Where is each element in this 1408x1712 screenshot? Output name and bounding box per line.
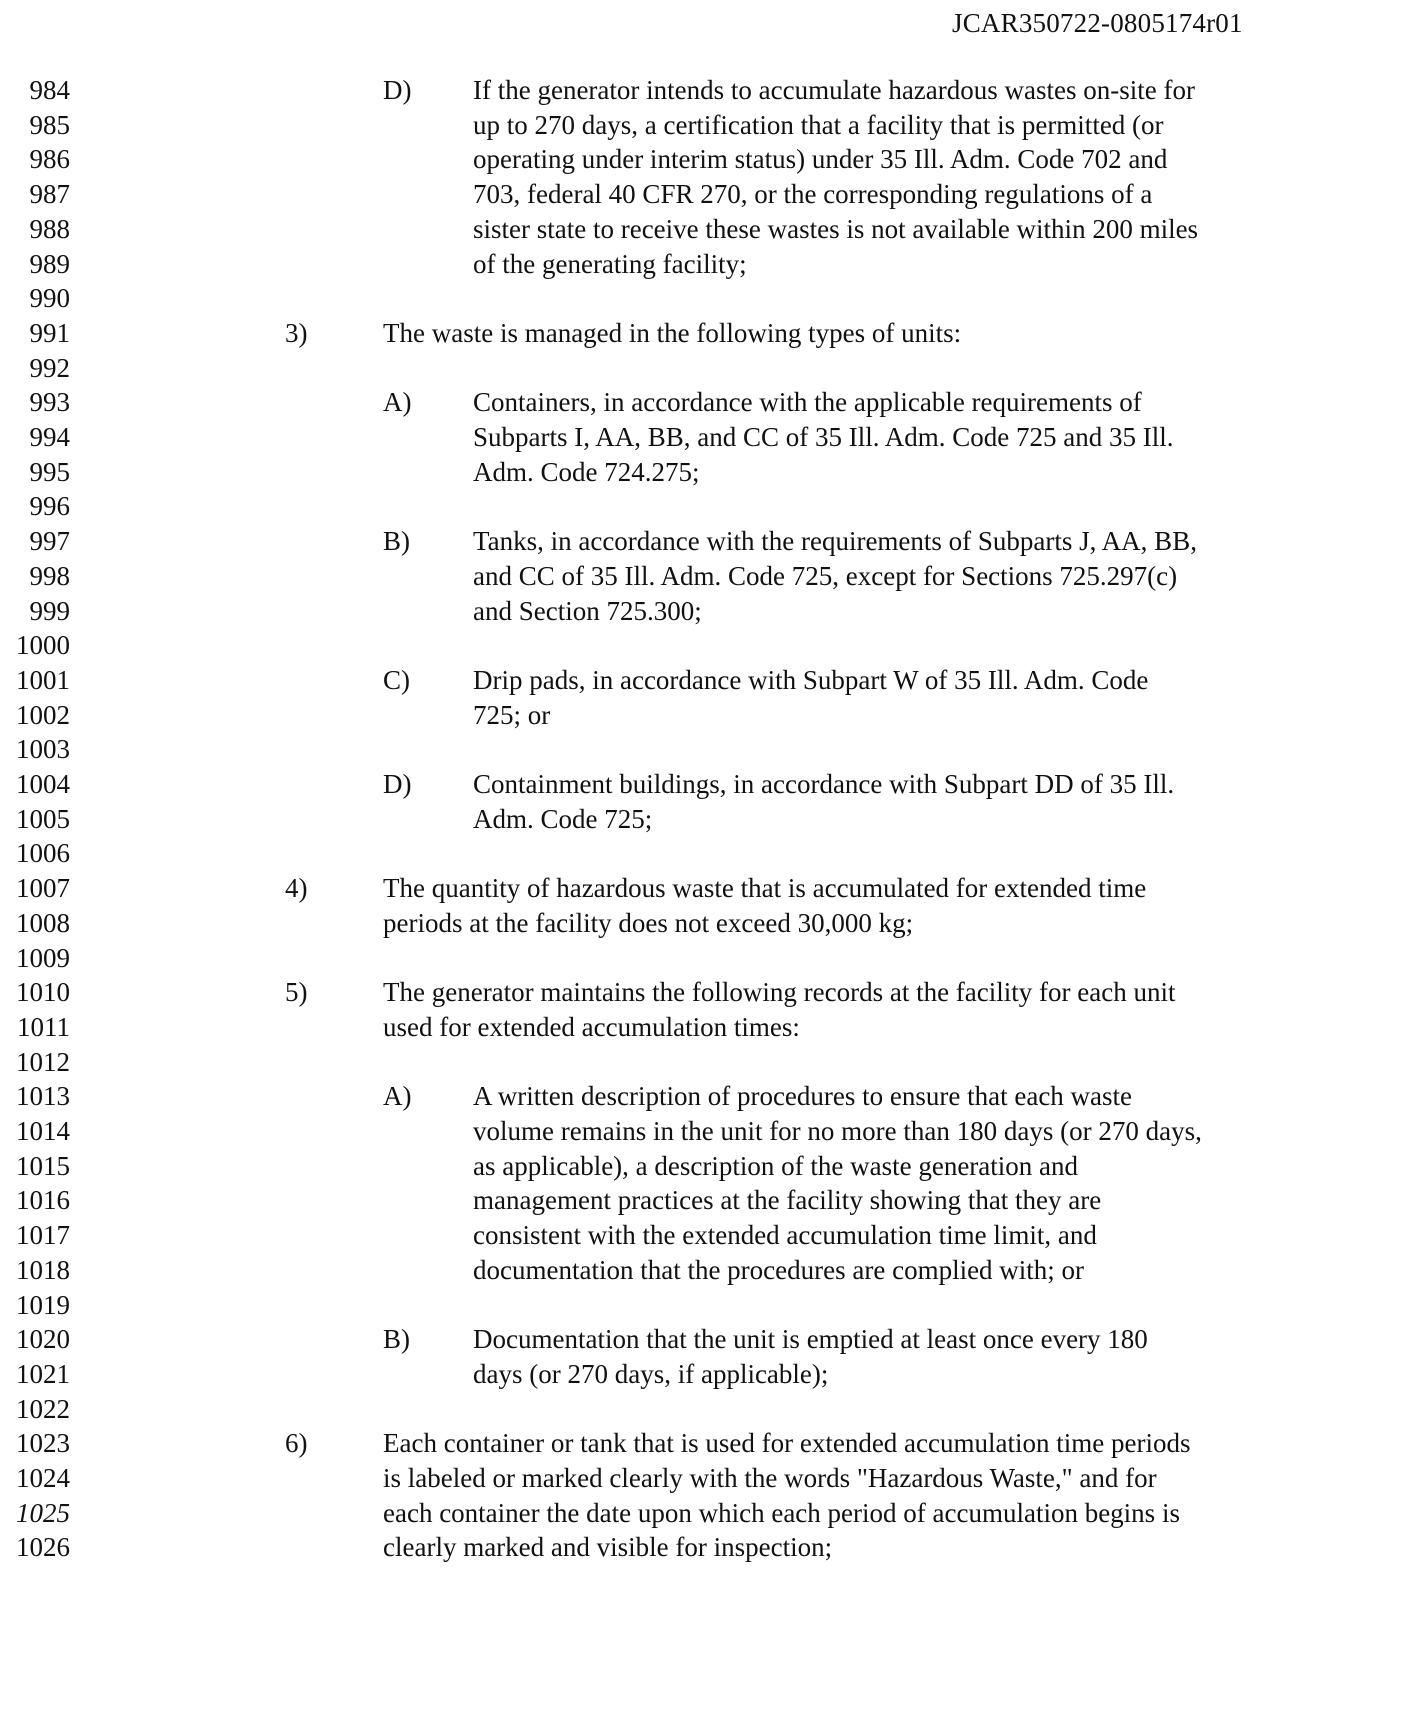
line-number: 1001 [16, 664, 70, 695]
document-line [0, 1112, 1408, 1150]
line-number: 1018 [16, 1254, 70, 1285]
document-line [0, 175, 1408, 213]
item-label: C) [383, 664, 410, 695]
item-label: 5) [285, 977, 308, 1008]
line-number: 1000 [16, 630, 70, 661]
line-text: 703, federal 40 CFR 270, or the corresponding regulations of a [473, 179, 1153, 210]
line-number: 986 [29, 144, 70, 175]
line-number: 1020 [16, 1324, 70, 1355]
document-line [0, 869, 1408, 907]
line-text: The waste is managed in the following types of units: [383, 317, 962, 348]
line-text: Drip pads, in accordance with Subpart W of 35 Ill. Adm. Code [473, 664, 1149, 695]
document-line [0, 1008, 1408, 1046]
item-label: A) [383, 1081, 412, 1112]
line-number: 1008 [16, 907, 70, 938]
line-text: sister state to receive these wastes is not available within 200 miles [473, 213, 1199, 244]
document-line [0, 592, 1408, 630]
document-line [0, 314, 1408, 352]
document-line [0, 1216, 1408, 1254]
document-id: JCAR350722-0805174r01 [952, 8, 1243, 38]
line-number: 1006 [16, 838, 70, 869]
line-text: The generator maintains the following records at the facility for each unit [383, 977, 1176, 1008]
line-number: 1011 [17, 1011, 70, 1042]
line-number: 1019 [16, 1289, 70, 1320]
line-text: The quantity of hazardous waste that is accumulated for extended time [383, 873, 1147, 904]
document-line [0, 245, 1408, 283]
line-text: If the generator intends to accumulate hazardous wastes on-site for [473, 75, 1195, 105]
line-text: as applicable), a description of the waste generation and [473, 1150, 1079, 1181]
line-text: Adm. Code 725; [473, 803, 653, 834]
document-line [0, 730, 1408, 768]
line-number: 1003 [16, 734, 70, 765]
line-number: 1021 [16, 1358, 70, 1389]
line-text: periods at the facility does not exceed 30,000 kg; [383, 907, 914, 938]
document-line [0, 557, 1408, 595]
line-text: operating under interim status) under 35 Ill. Adm. Code 702 and [473, 144, 1168, 175]
line-text: Documentation that the unit is emptied at least once every 180 [473, 1324, 1148, 1355]
line-number: 1023 [16, 1428, 70, 1459]
line-number: 1025 [16, 1497, 70, 1528]
line-text: clearly marked and visible for inspection; [383, 1532, 833, 1563]
item-label: 6) [285, 1428, 308, 1459]
line-number: 1009 [16, 942, 70, 973]
line-number: 1014 [16, 1116, 70, 1146]
document-line [0, 383, 1408, 421]
line-number: 1024 [16, 1463, 70, 1493]
document-line [0, 1181, 1408, 1219]
document-line [0, 834, 1408, 872]
document-line [0, 106, 1408, 144]
line-text: 725; or [473, 699, 551, 730]
line-text: A written description of procedures to ensure that each waste [473, 1081, 1133, 1112]
item-label: A) [383, 387, 412, 418]
document-line [0, 279, 1408, 317]
line-text: each container the date upon which each period of accumulation begins is [383, 1497, 1180, 1528]
line-text: Subparts I, AA, BB, and CC of 35 Ill. Adm. Code 725 and 35 Ill. [473, 422, 1174, 452]
document-line [0, 140, 1408, 178]
document-line [0, 626, 1408, 664]
line-number: 987 [29, 179, 70, 210]
line-number: 1007 [16, 873, 70, 904]
document-line [0, 71, 1408, 109]
item-label: B) [383, 526, 410, 557]
line-text: and CC of 35 Ill. Adm. Code 725, except for Sections 725.297(c) [473, 560, 1178, 591]
line-text: of the generating facility; [473, 248, 747, 279]
line-text: used for extended accumulation times: [383, 1011, 800, 1042]
document-line [0, 904, 1408, 942]
document-line [0, 939, 1408, 977]
line-text: Tanks, in accordance with the requirements of Subparts J, AA, BB, [473, 526, 1197, 557]
document-line [0, 800, 1408, 838]
line-number: 992 [29, 352, 70, 383]
line-number: 1012 [16, 1046, 70, 1077]
document-line [0, 696, 1408, 734]
line-text: documentation that the procedures are complied with; or [473, 1254, 1085, 1285]
line-text: consistent with the extended accumulation time limit, and [473, 1220, 1097, 1251]
document-line [0, 1390, 1408, 1428]
document-line [0, 1147, 1408, 1185]
document-line [0, 522, 1408, 560]
document-line [0, 1424, 1408, 1462]
document-line [0, 1494, 1408, 1532]
line-number: 990 [29, 283, 70, 314]
line-number: 993 [29, 387, 70, 418]
document-line [0, 349, 1408, 387]
item-label: 4) [285, 873, 308, 904]
line-number: 988 [29, 213, 70, 244]
line-number: 991 [29, 317, 70, 348]
document-line [0, 487, 1408, 525]
document-line [0, 210, 1408, 248]
line-text: Containment buildings, in accordance with Subpart DD of 35 Ill. [473, 769, 1175, 799]
line-number: 985 [29, 109, 70, 140]
line-number: 1022 [16, 1393, 70, 1424]
line-text: Each container or tank that is used for extended accumulation time periods [383, 1428, 1191, 1459]
line-text: Containers, in accordance with the applicable requirements of [473, 387, 1142, 418]
line-number: 1004 [16, 769, 70, 799]
item-label: 3) [285, 317, 308, 348]
line-text: volume remains in the unit for no more than 180 days (or 270 days, [473, 1116, 1202, 1146]
line-text: days (or 270 days, if applicable); [473, 1358, 829, 1389]
document-line [0, 453, 1408, 491]
line-number: 1015 [16, 1150, 70, 1181]
document-line [0, 1286, 1408, 1324]
item-label: B) [383, 1324, 410, 1355]
line-number: 999 [29, 595, 70, 626]
document-line [0, 1251, 1408, 1289]
item-label: D) [383, 769, 412, 799]
line-number: 1026 [16, 1532, 70, 1563]
line-number: 995 [29, 456, 70, 487]
line-number: 1010 [16, 977, 70, 1008]
line-number: 1016 [16, 1185, 70, 1216]
line-text: up to 270 days, a certification that a facility that is permitted (or [473, 109, 1164, 140]
line-number: 1002 [16, 699, 70, 730]
line-number: 984 [29, 75, 70, 105]
line-text: management practices at the facility showing that they are [473, 1185, 1102, 1216]
document-line [0, 1320, 1408, 1358]
item-label: D) [383, 75, 412, 105]
line-text: Adm. Code 724.275; [473, 456, 700, 487]
document-line [0, 765, 1408, 803]
document-line [0, 1077, 1408, 1115]
line-text: is labeled or marked clearly with the words "Hazardous Waste," and for [383, 1463, 1157, 1493]
line-number: 989 [29, 248, 70, 279]
document-line [0, 1043, 1408, 1081]
line-number: 998 [29, 560, 70, 591]
line-number: 1013 [16, 1081, 70, 1112]
line-number: 994 [29, 422, 70, 452]
document-line [0, 1459, 1408, 1497]
document-line [0, 973, 1408, 1011]
document-line [0, 661, 1408, 699]
line-number: 1017 [16, 1220, 70, 1251]
line-number: 997 [29, 526, 70, 557]
document-line [0, 1355, 1408, 1393]
line-number: 1005 [16, 803, 70, 834]
line-text: and Section 725.300; [473, 595, 702, 626]
document-line [0, 1528, 1408, 1566]
document-line [0, 418, 1408, 456]
line-number: 996 [29, 491, 70, 522]
